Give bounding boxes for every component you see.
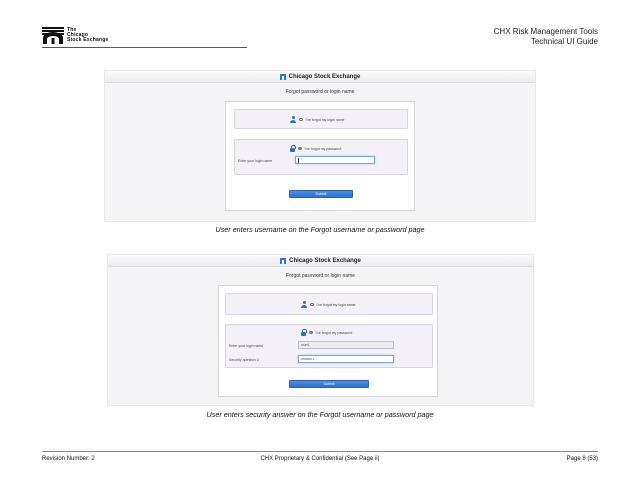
forgot-password-label: I've forgot my password xyxy=(315,330,353,335)
forgot-username-box xyxy=(225,293,433,315)
security-question-label: Security question 2 xyxy=(229,358,259,362)
forgot-username-label: I've forgot my login name xyxy=(316,302,356,307)
confidentiality-note: CHX Proprietary & Confidential (See Page ii) xyxy=(260,456,380,462)
chx-brand-icon xyxy=(280,258,286,264)
brand xyxy=(280,74,361,80)
forgot-username-radio[interactable] xyxy=(310,303,314,307)
forgot-password-box xyxy=(234,139,408,175)
page-header xyxy=(42,27,598,47)
submit-button[interactable]: Submit xyxy=(289,380,369,388)
forgot-password-label: I've forgot my password xyxy=(304,146,342,151)
submit-button[interactable]: Submit xyxy=(289,190,353,198)
login-name-label: Enter your login name xyxy=(229,344,264,348)
revision-number: Revision Number: 2 xyxy=(42,456,95,462)
brand-name: Chicago Stock Exchange xyxy=(289,257,361,264)
logo-line: Chicago xyxy=(67,32,89,39)
user-icon xyxy=(301,301,307,308)
form-subtitle: Forgot password or login name xyxy=(285,89,355,95)
brand-name: Chicago Stock Exchange xyxy=(288,73,361,80)
user-icon xyxy=(290,116,296,123)
login-name-input[interactable]: user1 xyxy=(298,341,394,349)
logo-text xyxy=(67,28,108,44)
brand xyxy=(280,258,361,264)
app-top-bar xyxy=(105,71,535,83)
forgot-password-option[interactable] xyxy=(301,329,352,336)
figure-caption: User enters security answer on the Forgot username or password page xyxy=(206,410,434,419)
text-caret xyxy=(298,158,299,163)
forgot-password-radio[interactable] xyxy=(298,147,302,151)
logo-line: Stock Exchange xyxy=(67,37,109,44)
figure-caption: User enters username on the Forgot username or password page xyxy=(215,225,425,234)
lock-icon xyxy=(290,145,295,152)
forgot-username-box xyxy=(234,109,408,129)
logo-line: The xyxy=(67,27,77,33)
forgot-password-box xyxy=(225,324,433,368)
forgot-username-label: I've forgot my login name xyxy=(305,117,345,122)
screenshot-security-answer xyxy=(107,254,534,406)
chx-brand-icon xyxy=(280,74,286,80)
document-title xyxy=(494,27,598,47)
chx-logo-mark xyxy=(42,27,64,44)
forgot-password-radio[interactable] xyxy=(309,331,313,335)
chx-logo xyxy=(42,27,122,45)
app-top-bar xyxy=(108,255,533,267)
form-subtitle: Forgot password or login name xyxy=(286,273,355,279)
login-name-label: Enter your login name xyxy=(238,159,273,163)
forgot-form-card xyxy=(225,101,415,211)
screenshot-forgot-username xyxy=(104,70,536,222)
forgot-password-option[interactable] xyxy=(290,145,341,152)
header-rule xyxy=(42,47,247,48)
forgot-username-option[interactable] xyxy=(301,301,356,308)
forgot-username-option[interactable] xyxy=(290,116,345,123)
lock-icon xyxy=(301,329,306,336)
document-title-line1: CHX Risk Management Tools xyxy=(493,27,598,36)
forgot-username-radio[interactable] xyxy=(299,118,303,122)
forgot-form-card xyxy=(218,285,438,397)
login-name-input[interactable] xyxy=(295,156,375,164)
page-number: Page 8 (53) xyxy=(566,456,598,462)
footer-rule xyxy=(42,451,598,452)
security-answer-input[interactable]: answer1 xyxy=(298,355,394,363)
document-title-line2: Technical UI Guide xyxy=(530,37,598,46)
